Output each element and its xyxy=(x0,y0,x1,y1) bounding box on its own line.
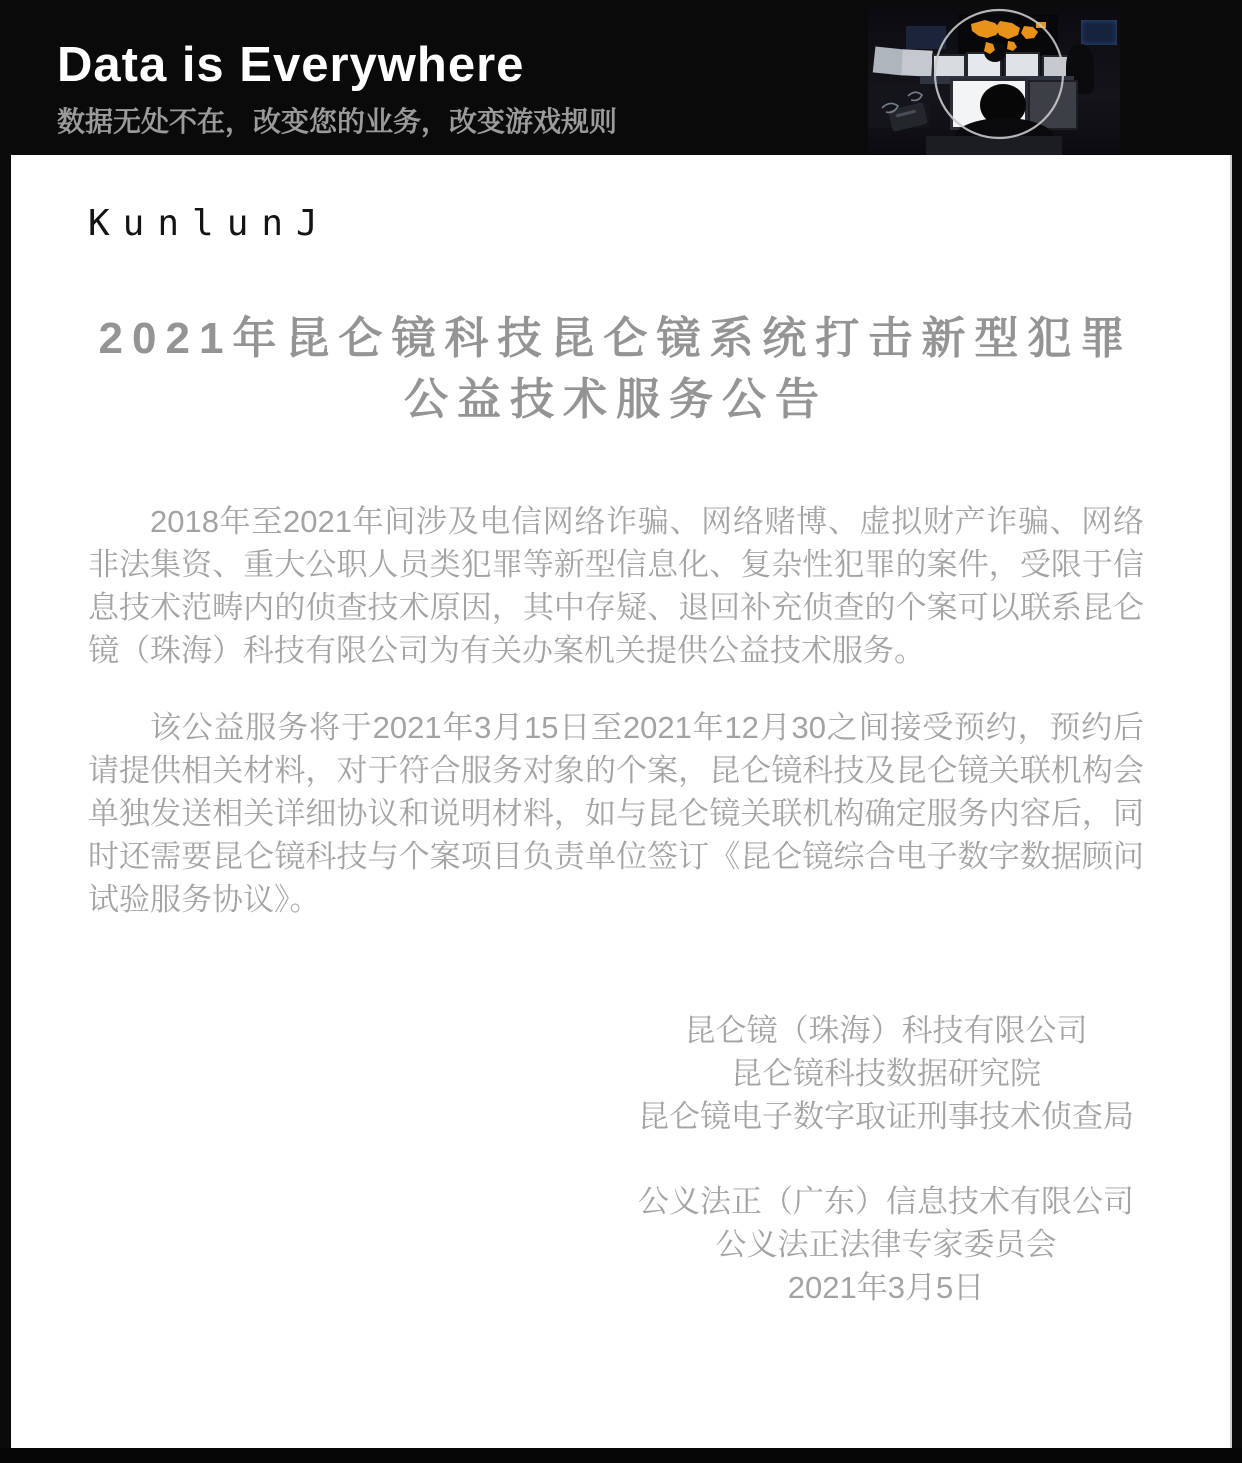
signature-line: 公义法正（广东）信息技术有限公司 xyxy=(638,1184,1134,1219)
signature-date: 2021年3月5日 xyxy=(787,1270,985,1305)
document-body xyxy=(88,500,1144,921)
banner-title: Data is Everywhere xyxy=(57,38,525,92)
paragraph-2: 该公益服务将于2021年3月15日至2021年12月30之间接受预约，预约后请提供相关材料，对于符合服务对象的个案，昆仑镜科技及昆仑镜关联机构会单独发送相关详细协议和说明材料，如与昆仑镜关联机构确定服务内容后，同时还需要昆仑镜科技与个案项目负责单位签订《昆仑镜综合电子数字数据顾问试验服务协议》。 xyxy=(88,710,1144,917)
kunlunj-logo: KunlunJ xyxy=(88,203,331,244)
signature-line: 昆仑镜科技数据研究院 xyxy=(731,1056,1041,1091)
banner-subtitle: 数据无处不在，改变您的业务，改变游戏规则 xyxy=(57,106,618,137)
document-panel xyxy=(11,155,1232,1448)
lens-and-map-overlay xyxy=(868,8,1120,155)
signature-group-2 xyxy=(456,1180,1242,1309)
header-banner xyxy=(0,0,1242,155)
signature-line: 公义法正法律专家委员会 xyxy=(715,1227,1057,1262)
signature-line: 昆仑镜（珠海）科技有限公司 xyxy=(684,1013,1088,1048)
paragraph-1: 2018年至2021年间涉及电信网络诈骗、网络赌博、虚拟财产诈骗、网络非法集资、重大公职人员类犯罪等新型信息化、复杂性犯罪的案件，受限于信息技术范畴内的侦查技术原因，其中存疑、退回补充侦查的个案可以联系昆仑镜（珠海）科技有限公司为有关办案机关提供公益技术服务。 xyxy=(88,504,1144,668)
signature-block xyxy=(456,1009,1242,1309)
document-title-line2: 公益技术服务公告 xyxy=(404,375,828,424)
signature-group-1 xyxy=(456,1009,1242,1138)
bottom-black-bar xyxy=(0,1448,1242,1463)
signature-line: 昆仑镜电子数字取证刑事技术侦查局 xyxy=(638,1099,1134,1134)
banner-text-group xyxy=(57,38,617,140)
document-title xyxy=(88,308,1144,430)
document-title-line1: 2021年昆仑镜科技昆仑镜系统打击新型犯罪 xyxy=(98,314,1134,363)
control-room-photo xyxy=(868,8,1120,155)
